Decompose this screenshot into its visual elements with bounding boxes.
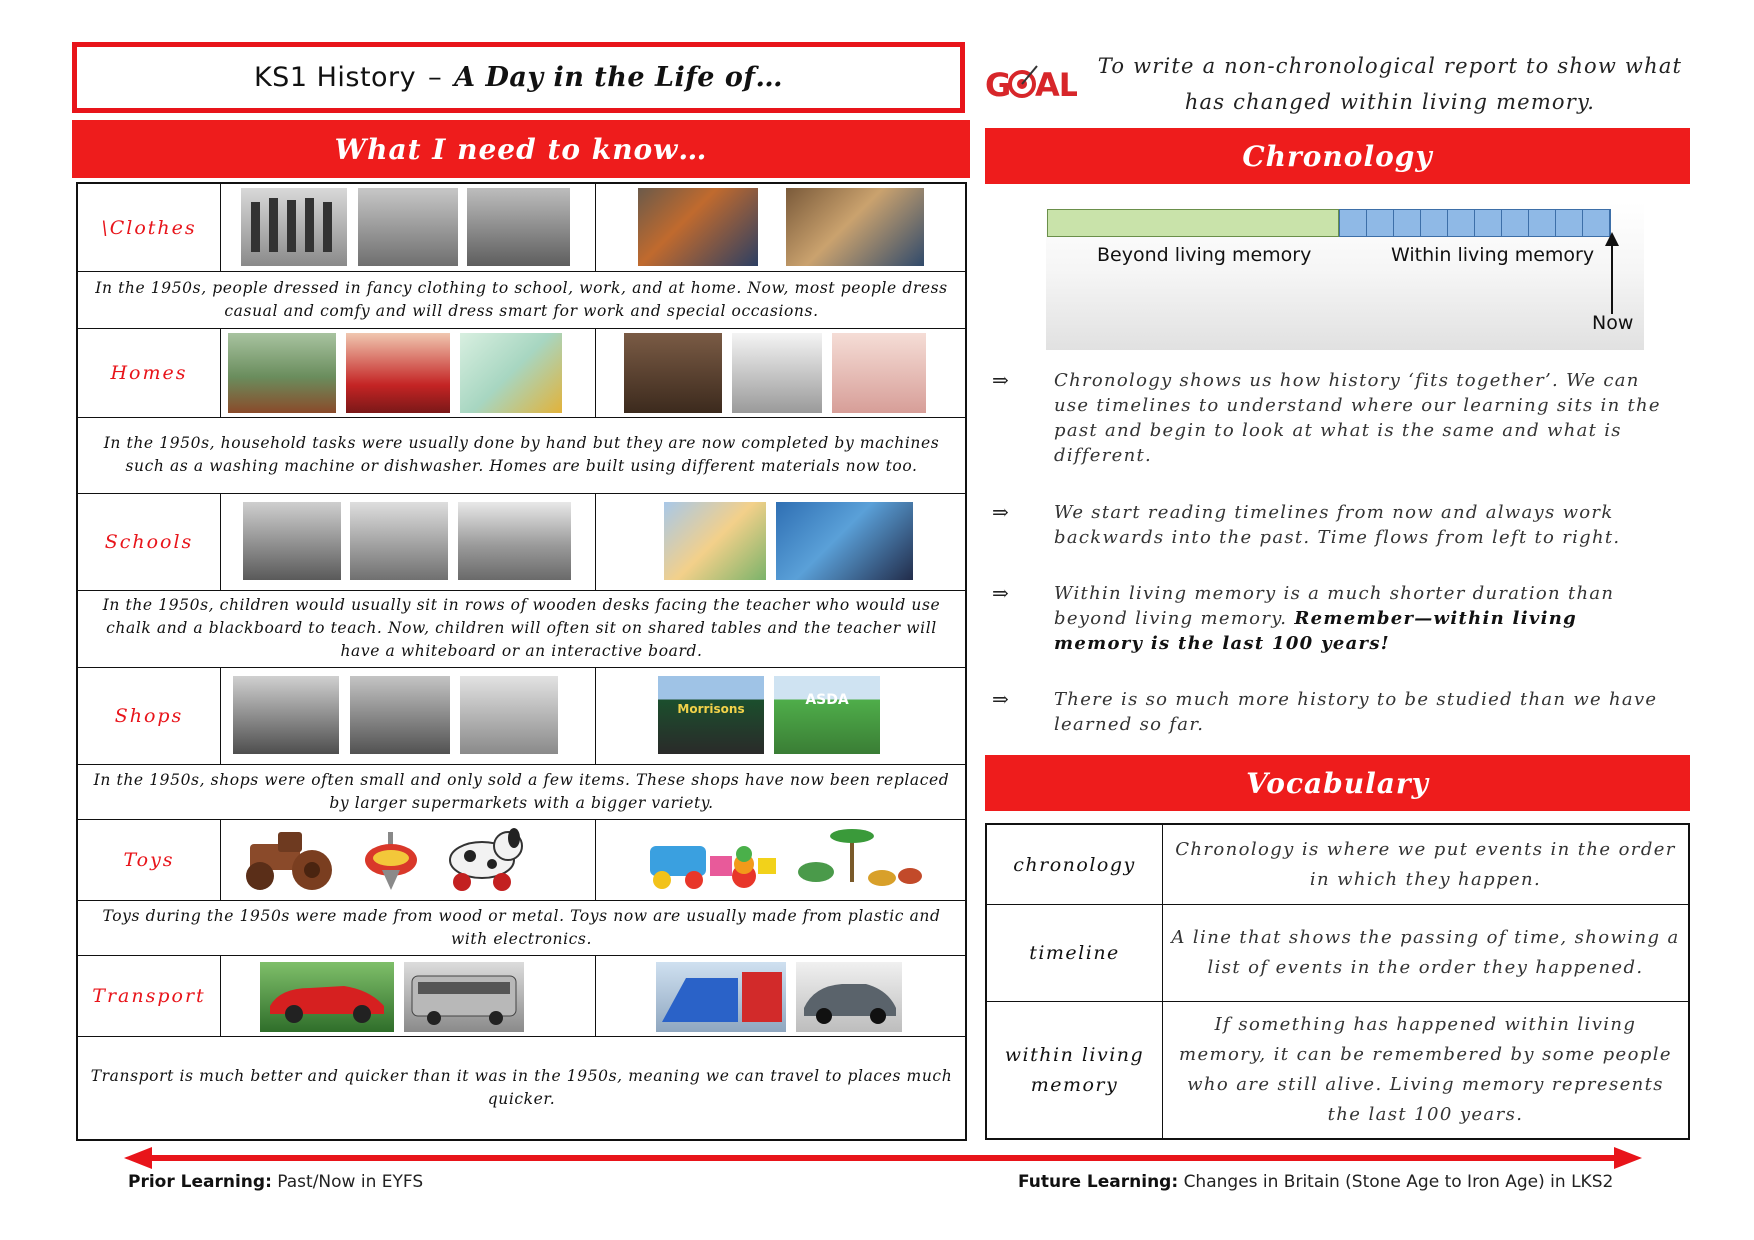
then-now-divider [595, 956, 596, 1036]
bullet-text: There is so much more history to be studied than we have learned so far. [1054, 689, 1658, 735]
prior-learning [128, 1172, 423, 1192]
vocab-definition: A line that shows the passing of time, showing a list of events in the order they happened. [1171, 926, 1680, 978]
wooden-tractor-icon [230, 828, 342, 894]
photo-wooden-desks [458, 502, 571, 580]
store-sign: ASDA [805, 692, 849, 708]
pull-along-dog-icon [440, 826, 532, 896]
bus-icon [404, 962, 524, 1032]
timeline-diagram [1046, 202, 1644, 350]
page-title [72, 42, 965, 113]
vocab-row-chronology [987, 825, 1688, 905]
then-now-divider [595, 329, 596, 417]
then-now-divider [595, 820, 596, 900]
photo-1950s-red-room [346, 333, 450, 413]
plastic-toys-icon [640, 828, 780, 894]
prior-learning-label: Prior Learning: [128, 1172, 272, 1192]
car-icon [260, 962, 394, 1032]
photo-1950s-shelves [460, 676, 558, 754]
topic-row-transport [78, 956, 965, 1037]
topic-text-schools: In the 1950s, children would usually sit in rows of wooden desks facing the teacher who would use chalk and a blackboard to teach. Now, children will often sit on shared tables and the teacher will have a whiteboard or an interactive board. [78, 590, 965, 668]
now-arrow-icon [1611, 236, 1613, 314]
bullet-text: We start reading timelines from now and always work backwards into the past. Time flows from left to right. [1054, 502, 1621, 548]
bullet-text: Chronology shows us how history ‘fits together’. We can use timelines to understand where our learning sits in the past and begin to look at what is the same and what is different. [1054, 370, 1661, 466]
photo-modern-appliances [732, 333, 822, 413]
topic-text-toys: Toys during the 1950s were made from wood or metal. Toys now are usually made from plastic and with electronics. [78, 900, 965, 956]
beyond-living-memory-bar [1047, 209, 1339, 237]
chronology-bullet [992, 581, 1672, 659]
topic-row-toys [78, 820, 965, 901]
vocab-definition: Chronology is where we put events in the order in which they happen. [1175, 838, 1676, 890]
vocab-term: within living memory [987, 1001, 1163, 1138]
then-now-divider [595, 494, 596, 590]
chronology-bullet [992, 368, 1672, 468]
bullet-text-emphasis: Remember—within living memory is the last 100 years! [1054, 608, 1578, 654]
topic-text-clothes: In the 1950s, people dressed in fancy clothing to school, work, and at home. Now, most people dress casual and comfy and will dress smart for work and special occasions. [78, 271, 965, 329]
topic-text-shops: In the 1950s, shops were often small and only sold a few items. These shops have now been replaced by larger supermarkets with a bigger variety. [78, 764, 965, 820]
knowledge-table [76, 182, 967, 1141]
title-topic: A Day in the Life of… [454, 62, 784, 93]
right-arrow-icon: ⇒ [992, 687, 1011, 711]
now-label: Now [1592, 312, 1634, 334]
future-learning-label: Future Learning: [1018, 1172, 1179, 1192]
photo-modern-fashion [638, 188, 758, 266]
photo-1950s-fashion [241, 188, 347, 266]
photo-1950s-classroom [243, 502, 341, 580]
goal-target-icon [985, 60, 1077, 104]
prior-learning-text: Past/Now in EYFS [277, 1172, 424, 1192]
vocab-term: chronology [987, 825, 1163, 904]
future-learning [1018, 1172, 1613, 1192]
photo-modern-classroom [664, 502, 766, 580]
beyond-living-memory-label: Beyond living memory [1097, 244, 1312, 266]
right-arrow-icon: ⇒ [992, 368, 1011, 392]
topic-label: \Clothes [78, 184, 221, 271]
chronology-bullet [992, 687, 1672, 739]
then-now-divider [595, 184, 596, 271]
then-now-divider [595, 668, 596, 764]
goal-logo [985, 60, 1077, 104]
photo-1950s-bus [404, 962, 524, 1032]
topic-row-schools [78, 494, 965, 591]
people-figures-icon [241, 188, 347, 266]
vocab-row-within-living-memory [987, 1001, 1688, 1138]
svg-text:G: G [985, 66, 1011, 104]
within-living-memory-bar [1339, 209, 1611, 237]
store-sign: Morrisons [677, 702, 745, 716]
photo-modern-kitchen [624, 333, 722, 413]
photo-1950s-kitchen [460, 333, 562, 413]
topic-label: Homes [78, 329, 221, 417]
topic-label: Shops [78, 668, 221, 764]
vocab-term: timeline [987, 904, 1163, 1001]
photo-1950s-shop-interior [233, 676, 339, 754]
tram-icon [656, 962, 786, 1032]
topic-label: Transport [78, 956, 221, 1036]
photo-modern-lounge [832, 333, 926, 413]
topic-text-transport: Transport is much better and quicker than it was in the 1950s, meaning we can travel to places much quicker. [90, 1066, 953, 1108]
learning-progression-arrow-icon [124, 1147, 1642, 1169]
photo-1950s-men [358, 188, 458, 266]
topic-row-clothes [78, 184, 965, 272]
topic-row-shops [78, 668, 965, 765]
chronology-banner: Chronology [985, 128, 1690, 184]
photo-1950s-shopkeeper [350, 676, 450, 754]
spinning-top-icon [360, 830, 422, 894]
topic-label: Schools [78, 494, 221, 590]
bullet-text-plain: Within living memory is a much shorter duration than beyond living memory. [1054, 583, 1615, 629]
photo-1950s-desks [350, 502, 448, 580]
title-subject: KS1 History [253, 62, 417, 93]
photo-1950s-living-room [228, 333, 336, 413]
photo-1950s-red-car [260, 962, 394, 1032]
topic-label: Toys [78, 820, 221, 900]
vocabulary-table [985, 823, 1690, 1140]
vocab-definition: If something has happened within living memory, it can be remembered by some people who are still alive. Living memory represents the last 100 years. [1179, 1013, 1672, 1125]
plastic-dinosaurs-icon [790, 826, 926, 896]
photo-morrisons-store [658, 676, 764, 754]
within-living-memory-label: Within living memory [1391, 244, 1595, 266]
chronology-bullet [992, 500, 1672, 552]
bullet-text [1054, 581, 1669, 656]
right-arrow-icon: ⇒ [992, 581, 1011, 605]
modern-car-icon [796, 962, 902, 1032]
photo-asda-store [774, 676, 880, 754]
topic-text-homes: In the 1950s, household tasks were usually done by hand but they are now completed by machines such as a washing machine or dishwasher. Homes are built using different materials now too. [78, 417, 965, 494]
vocabulary-banner: Vocabulary [985, 755, 1690, 811]
svg-text:AL: AL [1035, 66, 1077, 104]
vocab-row-timeline [987, 904, 1688, 1002]
goal-statement: To write a non-chronological report to show what has changed within living memory. [1097, 54, 1683, 114]
photo-modern-tram-bus [656, 962, 786, 1032]
photo-modern-car [796, 962, 902, 1032]
photo-modern-group [786, 188, 924, 266]
title-separator: – [428, 62, 443, 93]
photo-1950s-children [467, 188, 570, 266]
photo-modern-class-board [776, 502, 913, 580]
right-arrow-icon: ⇒ [992, 500, 1011, 524]
topic-row-homes [78, 329, 965, 418]
future-learning-text: Changes in Britain (Stone Age to Iron Age) in LKS2 [1183, 1172, 1614, 1192]
what-i-need-to-know-banner: What I need to know… [72, 120, 970, 178]
